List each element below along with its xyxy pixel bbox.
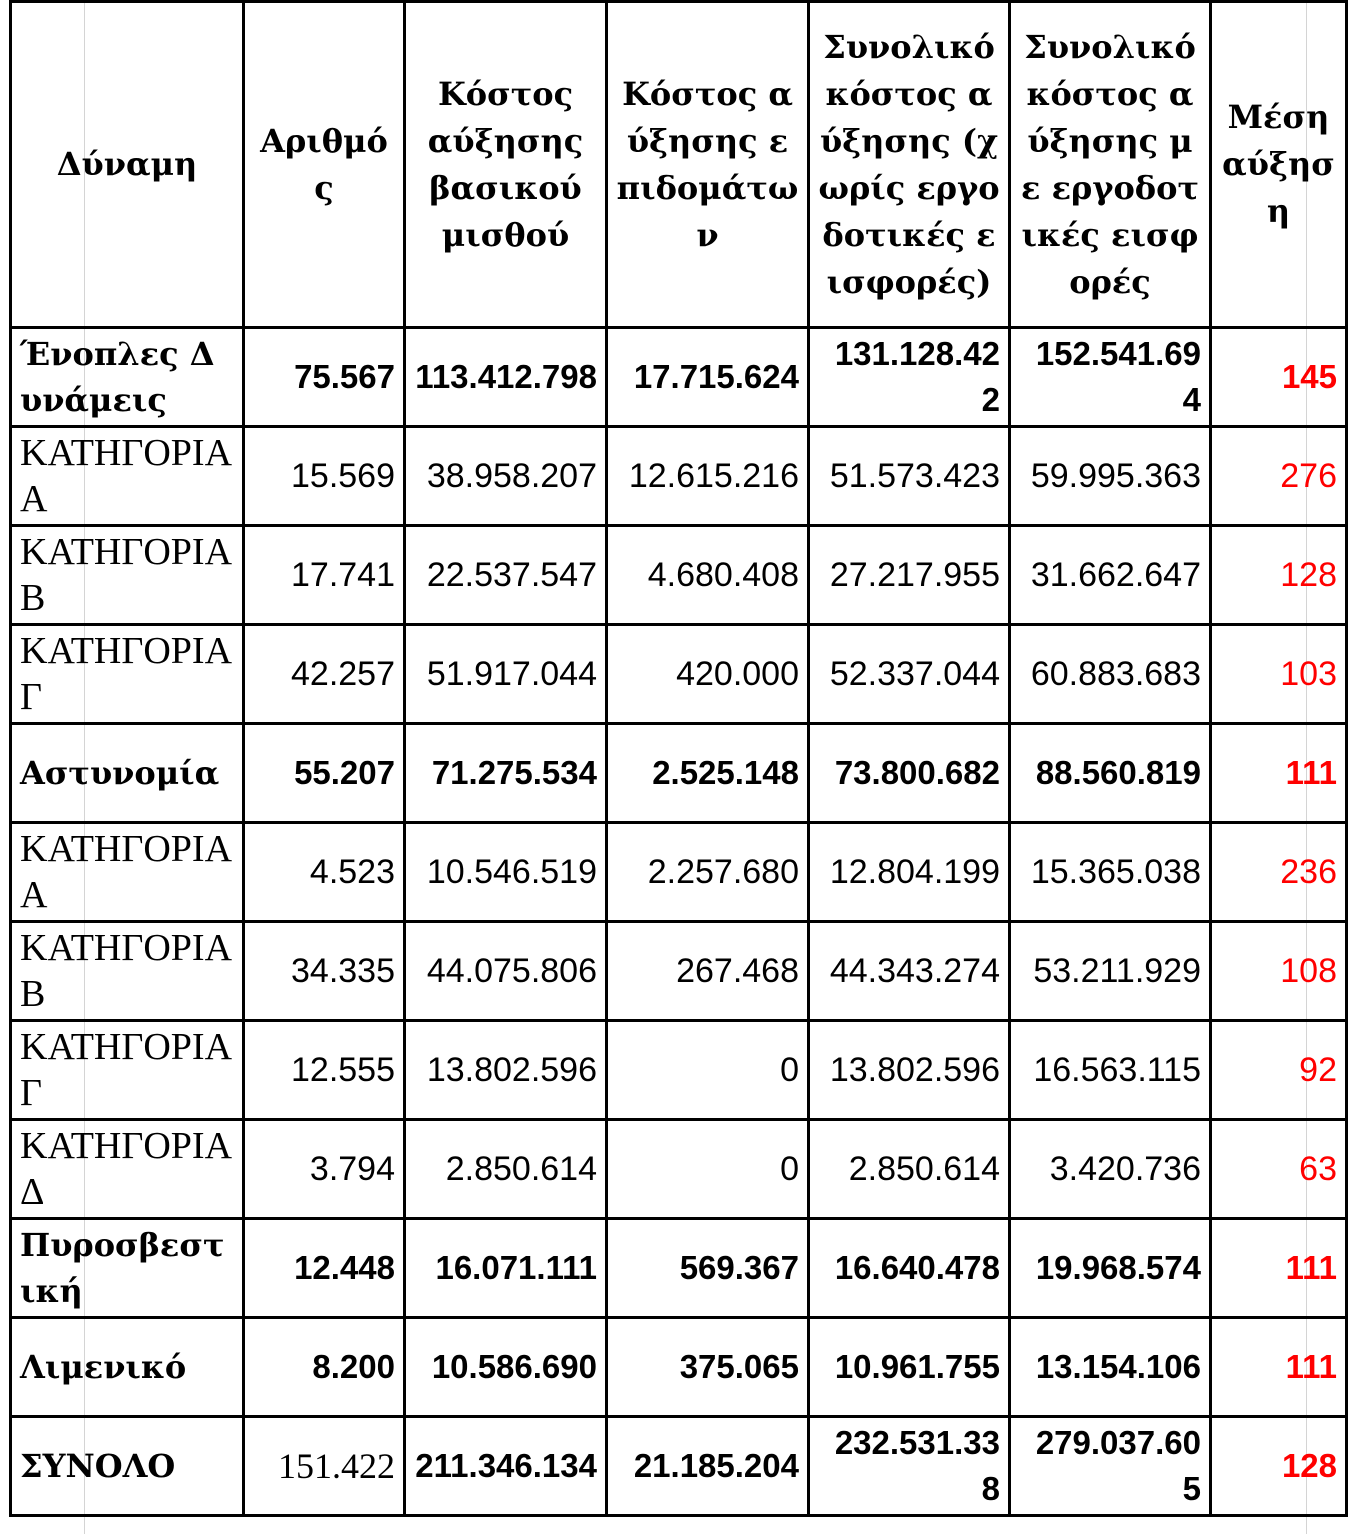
table-row [11,1318,1347,1417]
table-row [11,1219,1347,1318]
total-without-contributions-cell: 131.128.422 [809,328,1010,427]
average-increase-cell: 92 [1211,1021,1347,1120]
basic-salary-cost-cell: 71.275.534 [405,724,607,823]
total-with-contributions-cell: 152.541.694 [1010,328,1211,427]
total-with-contributions-cell: 15.365.038 [1010,823,1211,922]
basic-salary-cost-cell: 211.346.134 [405,1417,607,1516]
count-cell: 4.523 [244,823,405,922]
count-cell: 55.207 [244,724,405,823]
total-with-contributions-cell: 16.563.115 [1010,1021,1211,1120]
table-row [11,1021,1347,1120]
basic-salary-cost-cell: 44.075.806 [405,922,607,1021]
total-with-contributions-cell: 53.211.929 [1010,922,1211,1021]
table-row [11,724,1347,823]
basic-salary-cost-cell: 22.537.547 [405,526,607,625]
average-increase-cell: 108 [1211,922,1347,1021]
table-row [11,922,1347,1021]
average-increase-cell: 128 [1211,1417,1347,1516]
average-increase-cell: 63 [1211,1120,1347,1219]
count-cell: 151.422 [244,1417,405,1516]
total-with-contributions-cell: 279.037.605 [1010,1417,1211,1516]
total-with-contributions-cell: 13.154.106 [1010,1318,1211,1417]
table-row [11,823,1347,922]
basic-salary-cost-cell: 13.802.596 [405,1021,607,1120]
total-without-contributions-cell: 44.343.274 [809,922,1010,1021]
count-cell: 8.200 [244,1318,405,1417]
force-name-cell: Λιμενικό [11,1318,244,1417]
header-count: Αριθμός [244,2,405,328]
count-cell: 12.448 [244,1219,405,1318]
total-without-contributions-cell: 52.337.044 [809,625,1010,724]
total-with-contributions-cell: 3.420.736 [1010,1120,1211,1219]
force-name-cell: ΚΑΤΗΓΟΡΙΑ Δ [11,1120,244,1219]
header-total-without-contributions: Συνολικό κόστος αύξησης (χωρίς εργοδοτικές εισφορές) [809,2,1010,328]
total-without-contributions-cell: 13.802.596 [809,1021,1010,1120]
average-increase-cell: 276 [1211,427,1347,526]
force-name-cell: Αστυνομία [11,724,244,823]
table-row [11,1417,1347,1516]
average-increase-cell: 111 [1211,724,1347,823]
salary-increase-table [9,0,1348,1517]
basic-salary-cost-cell: 10.546.519 [405,823,607,922]
total-with-contributions-cell: 59.995.363 [1010,427,1211,526]
basic-salary-cost-cell: 113.412.798 [405,328,607,427]
total-without-contributions-cell: 2.850.614 [809,1120,1010,1219]
table-row [11,526,1347,625]
total-without-contributions-cell: 27.217.955 [809,526,1010,625]
count-cell: 34.335 [244,922,405,1021]
average-increase-cell: 236 [1211,823,1347,922]
basic-salary-cost-cell: 38.958.207 [405,427,607,526]
force-name-cell: Πυροσβεστική [11,1219,244,1318]
allowance-cost-cell: 17.715.624 [607,328,809,427]
average-increase-cell: 128 [1211,526,1347,625]
average-increase-cell: 103 [1211,625,1347,724]
total-without-contributions-cell: 51.573.423 [809,427,1010,526]
count-cell: 42.257 [244,625,405,724]
count-cell: 3.794 [244,1120,405,1219]
average-increase-cell: 111 [1211,1219,1347,1318]
force-name-cell: ΚΑΤΗΓΟΡΙΑ Γ [11,625,244,724]
allowance-cost-cell: 12.615.216 [607,427,809,526]
header-basic-salary-cost: Κόστος αύξησης βασικού μισθού [405,2,607,328]
table-row [11,625,1347,724]
force-name-cell: ΚΑΤΗΓΟΡΙΑ Α [11,823,244,922]
total-with-contributions-cell: 88.560.819 [1010,724,1211,823]
allowance-cost-cell: 0 [607,1120,809,1219]
count-cell: 12.555 [244,1021,405,1120]
allowance-cost-cell: 2.525.148 [607,724,809,823]
count-cell: 15.569 [244,427,405,526]
total-with-contributions-cell: 19.968.574 [1010,1219,1211,1318]
total-with-contributions-cell: 31.662.647 [1010,526,1211,625]
force-name-cell: ΚΑΤΗΓΟΡΙΑ Β [11,526,244,625]
header-average-increase: Μέση αύξηση [1211,2,1347,328]
header-row [11,2,1347,328]
total-with-contributions-cell: 60.883.683 [1010,625,1211,724]
allowance-cost-cell: 2.257.680 [607,823,809,922]
allowance-cost-cell: 0 [607,1021,809,1120]
header-allowance-cost: Κόστος αύξησης επιδομάτων [607,2,809,328]
total-without-contributions-cell: 232.531.338 [809,1417,1010,1516]
average-increase-cell: 145 [1211,328,1347,427]
force-name-cell: ΚΑΤΗΓΟΡΙΑ Α [11,427,244,526]
allowance-cost-cell: 21.185.204 [607,1417,809,1516]
force-name-cell: ΚΑΤΗΓΟΡΙΑ Γ [11,1021,244,1120]
total-without-contributions-cell: 10.961.755 [809,1318,1010,1417]
count-cell: 17.741 [244,526,405,625]
count-cell: 75.567 [244,328,405,427]
force-name-cell: ΣΥΝΟΛΟ [11,1417,244,1516]
table-row [11,328,1347,427]
force-name-cell: ΚΑΤΗΓΟΡΙΑ Β [11,922,244,1021]
force-name-cell: Ένοπλες Δυνάμεις [11,328,244,427]
total-without-contributions-cell: 16.640.478 [809,1219,1010,1318]
header-force: Δύναμη [11,2,244,328]
allowance-cost-cell: 569.367 [607,1219,809,1318]
allowance-cost-cell: 420.000 [607,625,809,724]
table-row [11,427,1347,526]
basic-salary-cost-cell: 16.071.111 [405,1219,607,1318]
basic-salary-cost-cell: 51.917.044 [405,625,607,724]
average-increase-cell: 111 [1211,1318,1347,1417]
allowance-cost-cell: 375.065 [607,1318,809,1417]
allowance-cost-cell: 267.468 [607,922,809,1021]
total-without-contributions-cell: 73.800.682 [809,724,1010,823]
header-total-with-contributions: Συνολικό κόστος αύξησης με εργοδοτικές εισφορές [1010,2,1211,328]
basic-salary-cost-cell: 10.586.690 [405,1318,607,1417]
total-without-contributions-cell: 12.804.199 [809,823,1010,922]
allowance-cost-cell: 4.680.408 [607,526,809,625]
basic-salary-cost-cell: 2.850.614 [405,1120,607,1219]
table-row [11,1120,1347,1219]
